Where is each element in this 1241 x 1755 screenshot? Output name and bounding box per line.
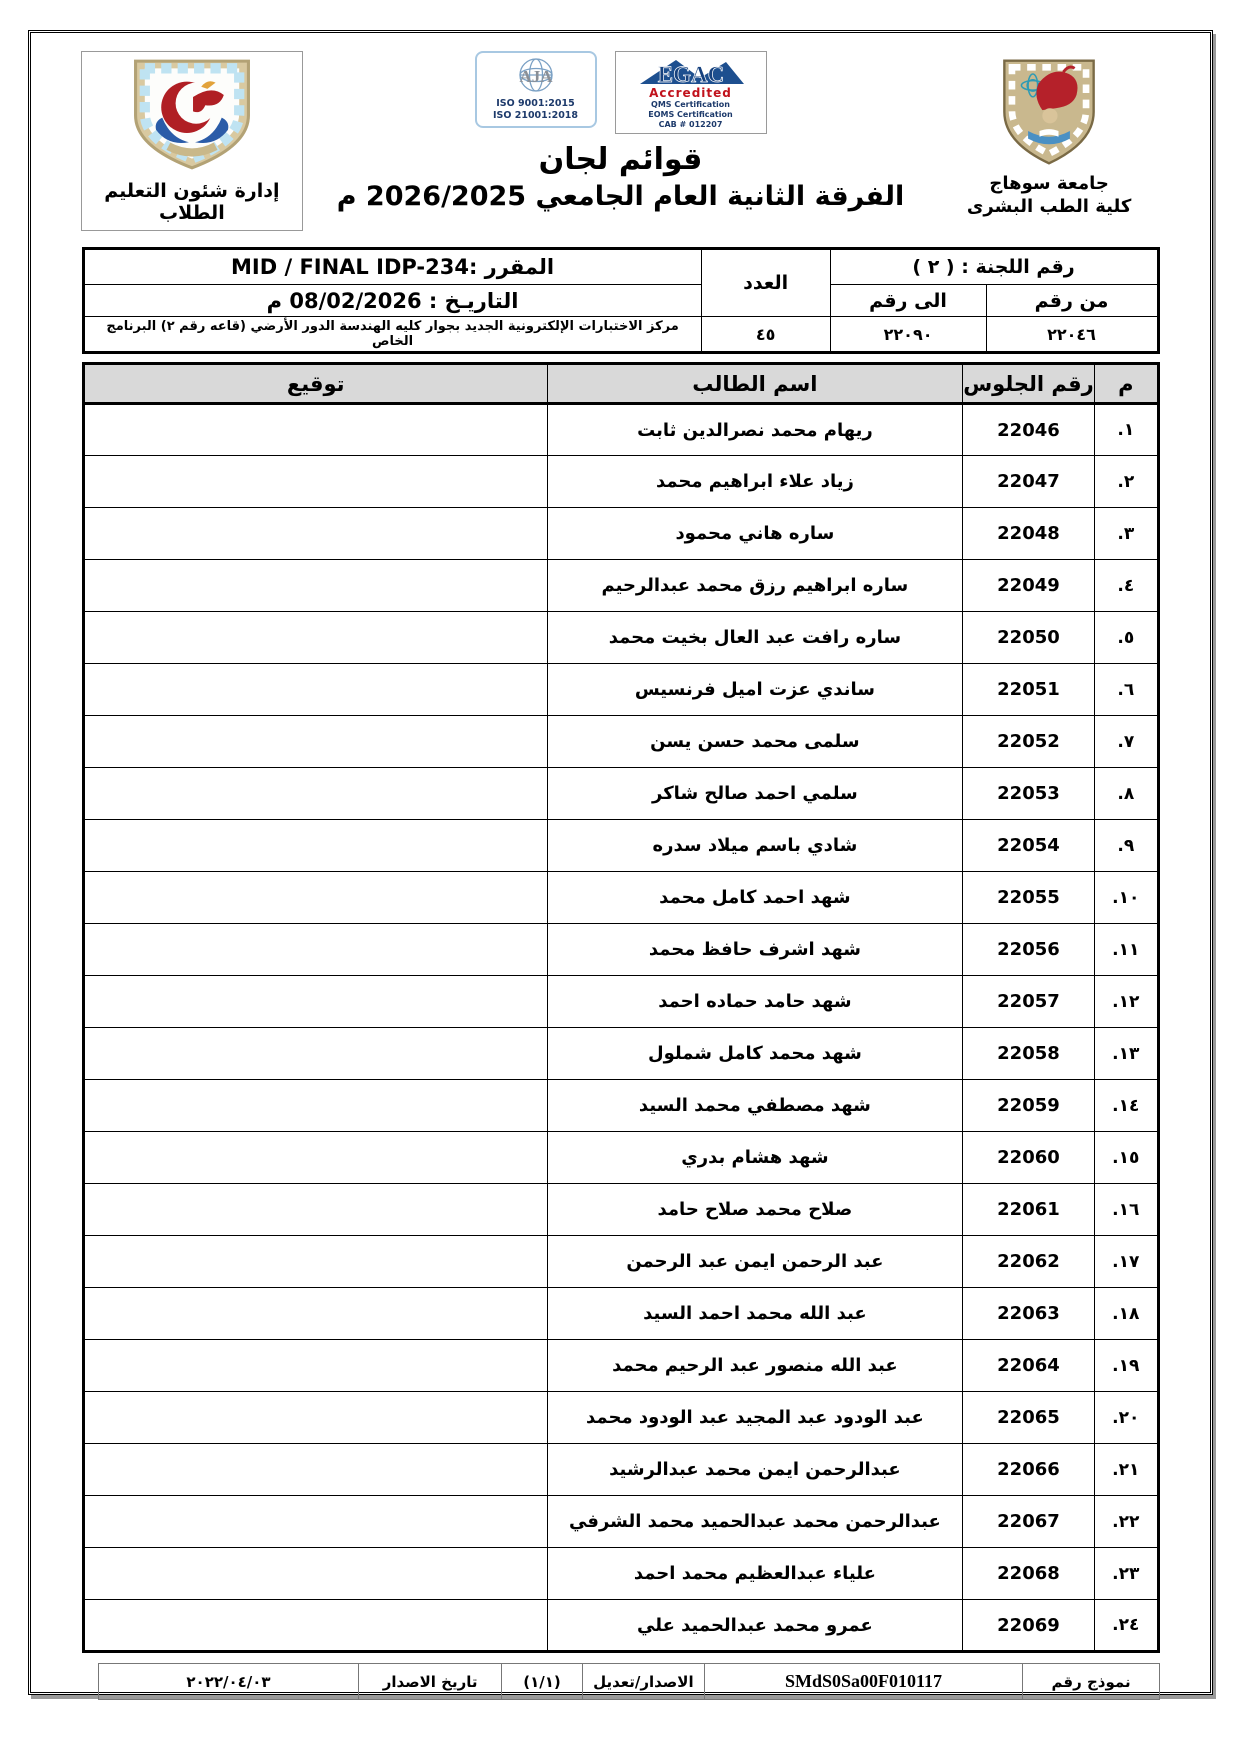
- seat-number: 22063: [962, 1288, 1094, 1340]
- student-row: [83, 456, 1158, 508]
- seat-number: 22064: [962, 1340, 1094, 1392]
- signature-cell: [83, 1444, 547, 1496]
- row-number: ١٥.: [1095, 1132, 1158, 1184]
- student-row: [83, 1236, 1158, 1288]
- student-row: [83, 1184, 1158, 1236]
- form-number-label: نموذج رقم: [1023, 1664, 1160, 1700]
- university-block: [906, 47, 1192, 241]
- course-cell: المقرر :MID / FINAL IDP-234: [83, 249, 701, 285]
- seat-number: 22052: [962, 716, 1094, 768]
- row-number: ٢٣.: [1095, 1548, 1158, 1600]
- student-row: [83, 1288, 1158, 1340]
- document-header: [31, 33, 1210, 241]
- seat-number: 22057: [962, 976, 1094, 1028]
- committee-number-cell: رقم اللجنة : ( ٢ ): [830, 249, 1158, 285]
- seat-number: 22069: [962, 1600, 1094, 1652]
- row-number: ٧.: [1095, 716, 1158, 768]
- row-number: ٨.: [1095, 768, 1158, 820]
- signature-cell: [83, 976, 547, 1028]
- department-name: إدارة شئون التعليم الطلاب: [104, 180, 280, 224]
- seat-number: 22067: [962, 1496, 1094, 1548]
- student-row: [83, 924, 1158, 976]
- student-row: [83, 1392, 1158, 1444]
- row-number: ١٢.: [1095, 976, 1158, 1028]
- egac-accredited-label: Accredited: [649, 86, 732, 100]
- student-name: سلمى محمد حسن يسن: [547, 716, 962, 768]
- egac-cert-lines: QMS Certification EOMS Certification CAB # 012207: [648, 100, 733, 129]
- to-number-label: الى رقم: [830, 285, 986, 317]
- signature-cell: [83, 404, 547, 456]
- student-row: [83, 1548, 1158, 1600]
- signature-cell: [83, 1236, 547, 1288]
- to-number-value: ٢٢٠٩٠: [830, 317, 986, 353]
- student-row: [83, 768, 1158, 820]
- student-name: عبد الله منصور عبد الرحيم محمد: [547, 1340, 962, 1392]
- count-label-cell: العدد: [701, 249, 830, 317]
- student-name: شهد حامد حماده احمد: [547, 976, 962, 1028]
- seat-number: 22058: [962, 1028, 1094, 1080]
- student-name: زياد علاء ابراهيم محمد: [547, 456, 962, 508]
- signature-cell: [83, 1184, 547, 1236]
- student-row: [83, 1132, 1158, 1184]
- row-number: ٤.: [1095, 560, 1158, 612]
- students-table: [82, 362, 1160, 1653]
- student-row: [83, 664, 1158, 716]
- signature-cell: [83, 1548, 547, 1600]
- signature-cell: [83, 924, 547, 976]
- signature-cell: [83, 1340, 547, 1392]
- student-row: [83, 1028, 1158, 1080]
- row-number: ١٤.: [1095, 1080, 1158, 1132]
- student-name: ريهام محمد نصرالدين ثابت: [547, 404, 962, 456]
- student-name: شهد مصطفي محمد السيد: [547, 1080, 962, 1132]
- student-name: عبد الودود عبد المجيد عبد الودود محمد: [547, 1392, 962, 1444]
- student-row: [83, 1496, 1158, 1548]
- row-number: ١٧.: [1095, 1236, 1158, 1288]
- row-number: ٢.: [1095, 456, 1158, 508]
- row-number: ١٨.: [1095, 1288, 1158, 1340]
- seat-number: 22056: [962, 924, 1094, 976]
- student-name: شهد احمد كامل محمد: [547, 872, 962, 924]
- row-number: ١٣.: [1095, 1028, 1158, 1080]
- students-table-body: [83, 404, 1158, 1652]
- student-row: [83, 716, 1158, 768]
- seat-number: 22055: [962, 872, 1094, 924]
- faculty-name: كلية الطب البشرى: [966, 195, 1132, 217]
- row-number: ١١.: [1095, 924, 1158, 976]
- student-row: [83, 872, 1158, 924]
- department-box: [81, 51, 303, 231]
- signature-cell: [83, 1028, 547, 1080]
- aja-iso-lines: ISO 9001:2015 ISO 21001:2018: [492, 98, 579, 122]
- student-name: عبدالرحمن محمد عبدالحميد محمد الشرفي: [547, 1496, 962, 1548]
- version-label: الاصدار/تعديل: [582, 1664, 704, 1700]
- row-number: ٢٤.: [1095, 1600, 1158, 1652]
- student-row: [83, 1080, 1158, 1132]
- signature-cell: [83, 1132, 547, 1184]
- signature-cell: [83, 612, 547, 664]
- signature-cell: [83, 1080, 547, 1132]
- form-number-code: SMdS0Sa00F010117: [704, 1664, 1022, 1700]
- egac-certification-badge: [615, 51, 767, 134]
- row-number: ١.: [1095, 404, 1158, 456]
- student-name: علياء عبدالعظيم محمد احمد: [547, 1548, 962, 1600]
- student-name-column-header: اسم الطالب: [547, 364, 962, 404]
- signature-cell: [83, 1600, 547, 1652]
- students-table-header-row: [83, 364, 1158, 404]
- seat-number: 22046: [962, 404, 1094, 456]
- signature-cell: [83, 1392, 547, 1444]
- student-name: صلاح محمد صلاح حامد: [547, 1184, 962, 1236]
- student-row: [83, 404, 1158, 456]
- exam-date-cell: التاريـخ : 08/02/2026 م: [83, 285, 701, 317]
- exam-location-cell: مركز الاختبارات الإلكترونية الجديد بجوار كليه الهندسة الدور الأرضي (قاعه رقم ٢) البرنامج الخاص: [83, 317, 701, 353]
- row-number: ٢٢.: [1095, 1496, 1158, 1548]
- issue-date-value: ٢٠٢٢/٠٤/٠٣: [99, 1664, 359, 1700]
- student-name: شادي باسم ميلاد سدره: [547, 820, 962, 872]
- aja-globe-icon: [486, 56, 586, 94]
- page-frame: [28, 30, 1213, 1695]
- student-row: [83, 820, 1158, 872]
- university-name: جامعة سوهاج: [989, 173, 1109, 194]
- seat-number: 22054: [962, 820, 1094, 872]
- seat-number: 22050: [962, 612, 1094, 664]
- student-name: شهد محمد كامل شملول: [547, 1028, 962, 1080]
- seat-number: 22048: [962, 508, 1094, 560]
- student-row: [83, 1600, 1158, 1652]
- signature-cell: [83, 664, 547, 716]
- student-name: عبد الله محمد احمد السيد: [547, 1288, 962, 1340]
- signature-cell: [83, 872, 547, 924]
- signature-cell: [83, 1496, 547, 1548]
- form-footer-table: [98, 1663, 1160, 1700]
- seat-number: 22060: [962, 1132, 1094, 1184]
- row-number: ٦.: [1095, 664, 1158, 716]
- seat-number: 22062: [962, 1236, 1094, 1288]
- row-number: ١٠.: [1095, 872, 1158, 924]
- aja-certification-badge: [475, 51, 597, 128]
- title-block: [335, 47, 907, 241]
- seat-number: 22061: [962, 1184, 1094, 1236]
- signature-cell: [83, 456, 547, 508]
- form-footer-row: [99, 1664, 1160, 1700]
- row-number: ٣.: [1095, 508, 1158, 560]
- count-value: ٤٥: [701, 317, 830, 353]
- row-number: ٩.: [1095, 820, 1158, 872]
- from-number-value: ٢٢٠٤٦: [986, 317, 1158, 353]
- student-row: [83, 1340, 1158, 1392]
- signature-cell: [83, 1288, 547, 1340]
- sohag-university-shield-icon: [996, 55, 1102, 169]
- signature-cell: [83, 560, 547, 612]
- row-number: ٢١.: [1095, 1444, 1158, 1496]
- exam-info-table: [82, 247, 1160, 354]
- student-name: ساره هاني محمود: [547, 508, 962, 560]
- seat-number: 22051: [962, 664, 1094, 716]
- seat-number: 22053: [962, 768, 1094, 820]
- signature-column-header: توقيع: [83, 364, 547, 404]
- seat-number: 22065: [962, 1392, 1094, 1444]
- seat-number: 22047: [962, 456, 1094, 508]
- egac-logo-icon: [626, 54, 756, 88]
- version-value: (١/١): [502, 1664, 583, 1700]
- academic-year-subtitle: الفرقة الثانية العام الجامعي 2026/2025 م: [336, 181, 905, 212]
- document-title: قوائم لجان: [538, 142, 703, 177]
- signature-cell: [83, 508, 547, 560]
- seat-number: 22049: [962, 560, 1094, 612]
- student-row: [83, 508, 1158, 560]
- row-number: ١٦.: [1095, 1184, 1158, 1236]
- seat-number-column-header: رقم الجلوس: [962, 364, 1094, 404]
- faculty-of-medicine-shield-icon: [117, 56, 267, 174]
- student-row: [83, 612, 1158, 664]
- department-block: [49, 47, 335, 241]
- row-number: ٢٠.: [1095, 1392, 1158, 1444]
- student-row: [83, 1444, 1158, 1496]
- issue-date-label: تاريخ الاصدار: [358, 1664, 501, 1700]
- signature-cell: [83, 820, 547, 872]
- from-number-label: من رقم: [986, 285, 1158, 317]
- seat-number: 22068: [962, 1548, 1094, 1600]
- row-number: ١٩.: [1095, 1340, 1158, 1392]
- svg-text:EGAC: EGAC: [657, 62, 724, 87]
- student-name: شهد هشام بدري: [547, 1132, 962, 1184]
- student-name: عبد الرحمن ايمن عبد الرحمن: [547, 1236, 962, 1288]
- student-name: ساندي عزت اميل فرنسيس: [547, 664, 962, 716]
- student-name: عمرو محمد عبدالحميد علي: [547, 1600, 962, 1652]
- student-name: عبدالرحمن ايمن محمد عبدالرشيد: [547, 1444, 962, 1496]
- row-number: ٥.: [1095, 612, 1158, 664]
- svg-text:AJA: AJA: [518, 67, 553, 86]
- student-name: ساره ابراهيم رزق محمد عبدالرحيم: [547, 560, 962, 612]
- index-column-header: م: [1095, 364, 1158, 404]
- seat-number: 22059: [962, 1080, 1094, 1132]
- certification-badges: [335, 51, 907, 134]
- student-name: ساره رافت عبد العال بخيت محمد: [547, 612, 962, 664]
- student-name: شهد اشرف حافظ محمد: [547, 924, 962, 976]
- student-name: سلمي احمد صالح شاكر: [547, 768, 962, 820]
- student-row: [83, 976, 1158, 1028]
- signature-cell: [83, 716, 547, 768]
- signature-cell: [83, 768, 547, 820]
- student-row: [83, 560, 1158, 612]
- seat-number: 22066: [962, 1444, 1094, 1496]
